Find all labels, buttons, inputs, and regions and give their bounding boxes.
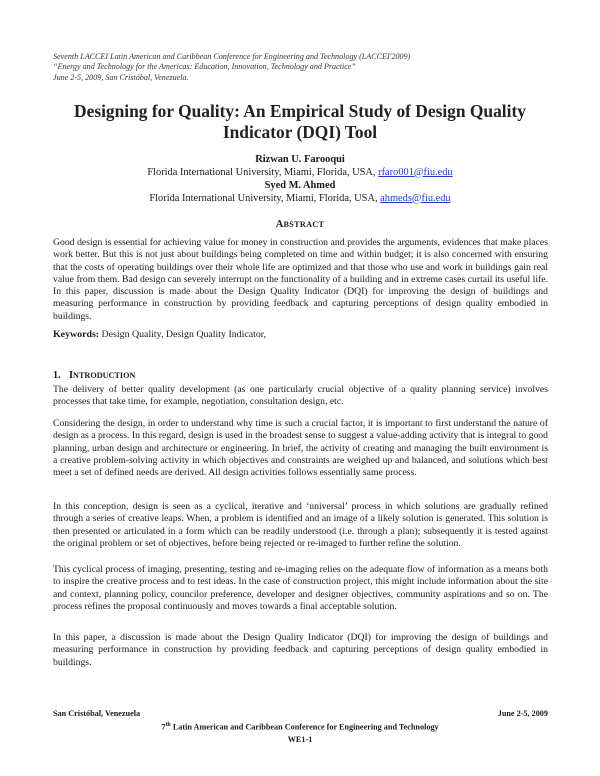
footer-conf-number: 7 (161, 722, 166, 732)
author-email-link[interactable]: rfaro001@fiu.edu (378, 166, 453, 178)
section-heading-initial: I (69, 370, 74, 381)
header-line-3: June 2-5, 2009, San Cristóbal, Venezuela. (53, 72, 189, 82)
footer-conference-line (40, 719, 560, 734)
page-prefix: WE1- (287, 734, 309, 744)
keywords-line (53, 329, 548, 341)
author-block-2 (40, 180, 560, 205)
author-name: Rizwan U. Farooqui (255, 154, 345, 165)
footer-conf-text: Latin American and Caribbean Conference for Engineering and Technology (170, 722, 439, 732)
section-heading-rest: NTRODUCTION (73, 371, 136, 380)
intro-paragraph-3: In this conception, design is seen as a cyclical, iterative and ‘universal’ process in which solutions are gradually refined through a series of creative leaps. When, a problem is identified and an image of a likely solution is generated. This solution is then presented or articulated in a form which can be readily understood (i.e. through a plan); subsequently it is tested against the original problem or set of objectives, before being rejected or re-imaged to further refine the solution. (53, 501, 548, 549)
intro-paragraph-1: The delivery of better quality development (as one particularly crucial objective of a quality planning service) involves processes that take time, for example, negotiation, consultation design, etc. (53, 384, 548, 408)
footer-location: San Cristóbal, Venezuela (53, 709, 141, 718)
section-heading-introduction (53, 370, 548, 381)
intro-paragraph-2: Considering the design, in order to understand why time is such a crucial factor, it is important to first understand the nature of design as a process. In this regard, design is used in the broadest sense to suggest a value-adding activity that is integral to good planning, urban design and architecture or engineering. In brief, the activity of creating and managing the built environment is a creative problem-solving activity in which objectives and constraints are weighed up and balanced, and solutions which best meet a set of defined needs are derived. All design activities follows essentially same process. (53, 418, 548, 479)
footer-conference (40, 719, 560, 746)
intro-paragraph-5: In this paper, a discussion is made about the Design Quality Indicator (DQI) for improving the design of buildings and measuring performance in construction by providing feedback and capturing perceptions of design quality embodied in buildings. (53, 632, 548, 668)
abstract-text: Good design is essential for achieving value for money in construction and provides the arguments, evidences that make places work better. But this is not just about buildings being completed on time and within budget; it is also concerned with ensuring that the costs of operating buildings over their whole life are optimized and that those who use and work in buildings gain real value from them. Bad design can severely interrupt on the functionality of a building and in extreme cases curtail its useful life. In this paper, discussion is made about the Design Quality Indicator (DQI) for improving the design of buildings and measuring performance in construction by providing feedback and capturing perceptions of design quality embodied in buildings. (53, 237, 548, 322)
section-number: 1. (53, 370, 61, 381)
author-email-link[interactable]: ahmeds@fiu.edu (380, 192, 451, 204)
affiliation-text: Florida International University, Miami, Florida, USA, (149, 192, 378, 204)
affiliation-text: Florida International University, Miami, Florida, USA, (147, 166, 376, 178)
abstract-heading-initial: A (275, 219, 284, 230)
conference-header (53, 52, 553, 83)
header-line-2: “Energy and Technology for the Americas: Education, Innovation, Technology and Practice” (53, 62, 356, 72)
header-line-1: Seventh LACCEI Latin American and Caribbean Conference for Engineering and Technology (LACCEI'2009) (53, 52, 411, 61)
intro-paragraph-4: This cyclical process of imaging, presenting, testing and re-imaging relies on the adequate flow of information as a means both to inspire the creative process and to test ideas. In the case of construction project, this might include information about the site and context, planning policy, councilor preference, developer and designer objectives, community aspirations and so on. The process refines the proposal continuously and moves towards a final acceptable solution. (53, 564, 548, 612)
title-line-2: Indicator (DQI) Tool (222, 121, 378, 142)
keywords-label: Keywords: (53, 329, 100, 340)
paper-title (40, 101, 560, 142)
author-affiliation (40, 167, 560, 180)
title-line-1: Designing for Quality: An Empirical Study of Design Quality (74, 101, 526, 121)
author-name: Syed M. Ahmed (264, 180, 336, 191)
author-block-1 (40, 154, 560, 179)
abstract-heading-rest: BSTRACT (283, 220, 325, 229)
author-affiliation (40, 193, 560, 206)
page-num: 1 (308, 734, 313, 744)
footer-conf-ordinal: th (165, 722, 171, 728)
footer-date: June 2-5, 2009 (497, 709, 548, 718)
abstract-heading (40, 219, 560, 230)
footer-page-number (40, 734, 560, 746)
keywords-text: Design Quality, Design Quality Indicator, (101, 329, 267, 340)
